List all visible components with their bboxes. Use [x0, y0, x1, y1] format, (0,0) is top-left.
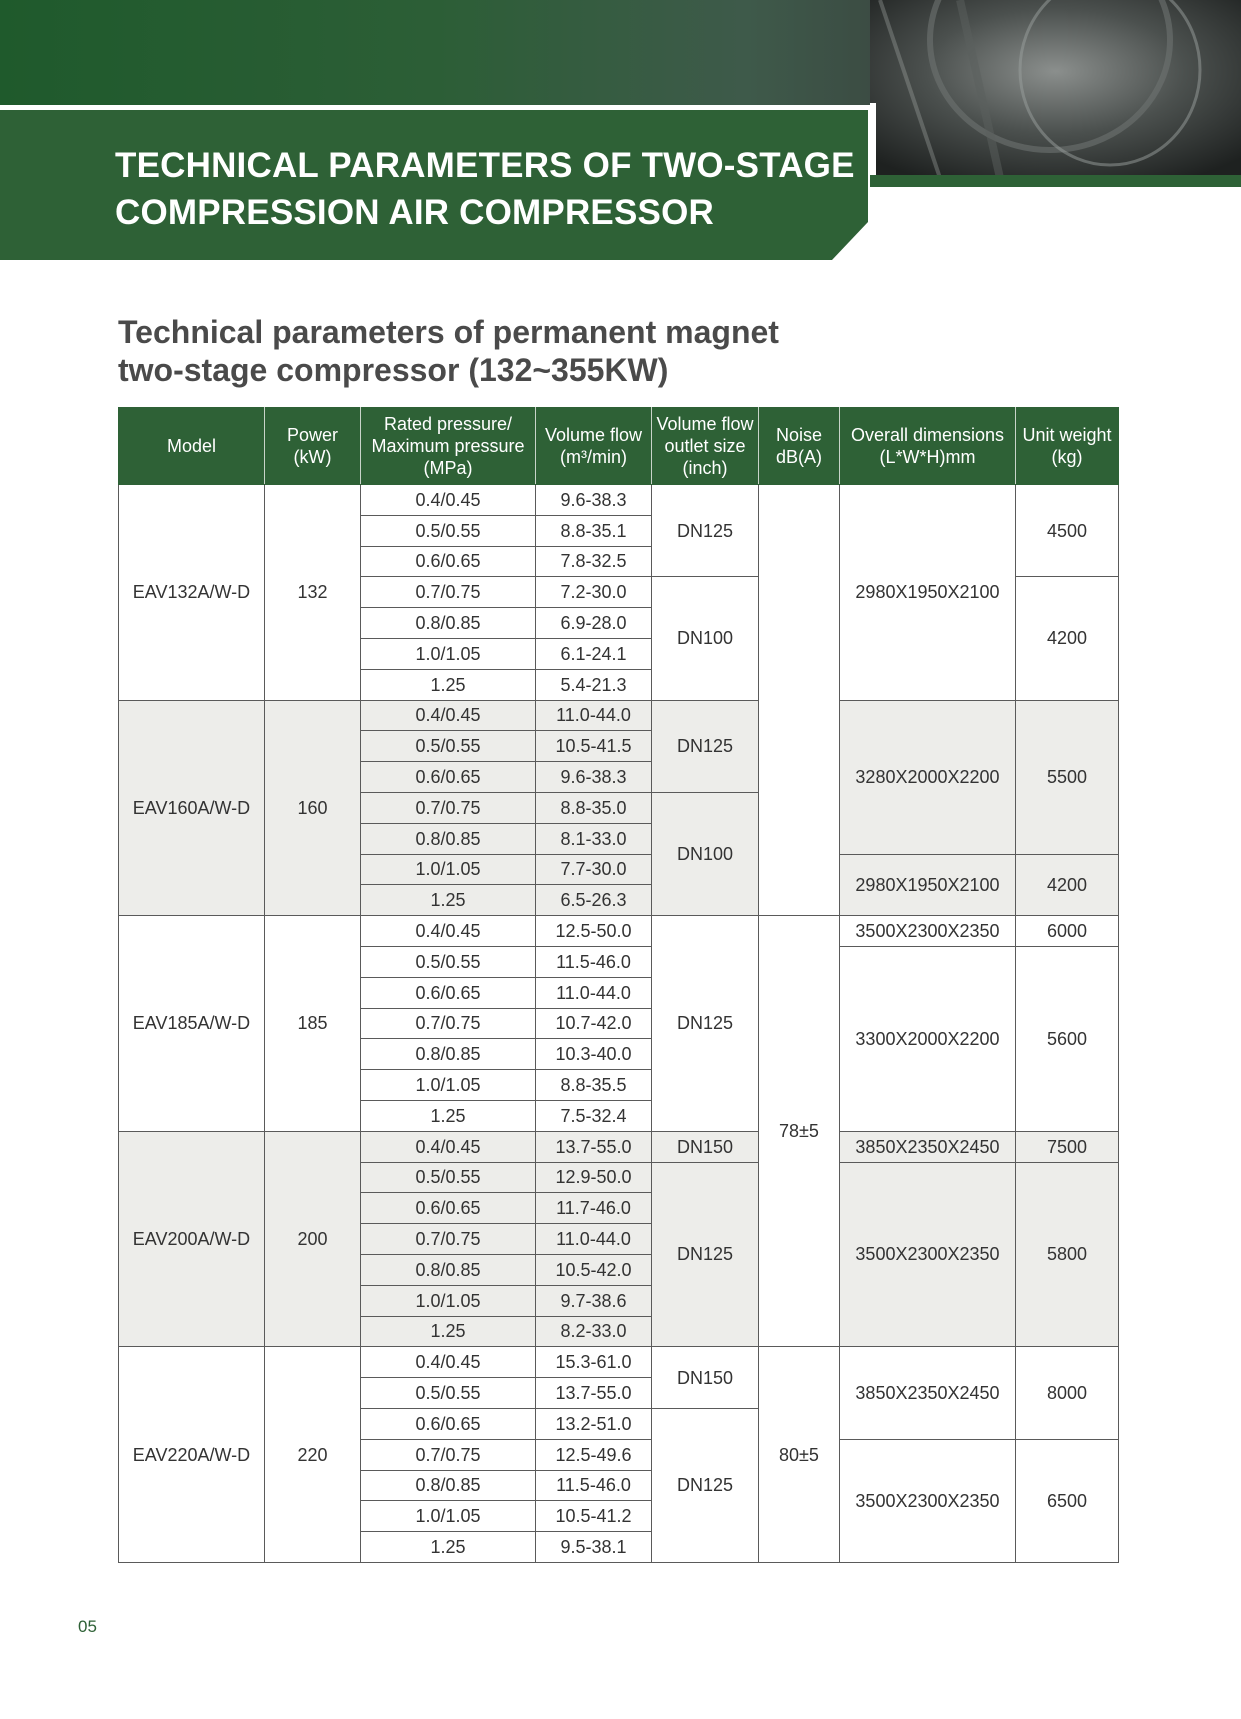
pressure-cell: 1.25: [361, 885, 536, 916]
parameters-table: [118, 407, 1119, 1563]
outlet-cell: DN100: [652, 577, 759, 700]
flow-cell: 6.5-26.3: [536, 885, 652, 916]
pressure-cell: 0.6/0.65: [361, 1408, 536, 1439]
flow-cell: 5.4-21.3: [536, 669, 652, 700]
power-cell: 185: [265, 916, 361, 1132]
flow-cell: 6.1-24.1: [536, 638, 652, 669]
header-pressure-unit: (MPa): [423, 458, 473, 478]
header-flow: [536, 408, 652, 485]
page-title-line-2: COMPRESSION AIR COMPRESSOR: [115, 193, 714, 232]
flow-cell: 8.1-33.0: [536, 823, 652, 854]
header-noise-label: Noise: [775, 425, 823, 445]
dimensions-cell: 2980X1950X2100: [840, 854, 1016, 916]
flow-cell: 9.5-38.1: [536, 1532, 652, 1563]
flow-cell: 9.7-38.6: [536, 1285, 652, 1316]
header-outlet-label-2: outlet size: [664, 436, 746, 456]
pressure-cell: 0.8/0.85: [361, 1470, 536, 1501]
pressure-cell: 0.5/0.55: [361, 731, 536, 762]
flow-cell: 9.6-38.3: [536, 762, 652, 793]
table-row: [119, 700, 1119, 731]
header-weight-label: Unit weight: [1022, 425, 1112, 445]
header-weight: [1016, 408, 1119, 485]
flow-cell: 11.5-46.0: [536, 946, 652, 977]
pressure-cell: 0.4/0.45: [361, 916, 536, 947]
flow-cell: 7.5-32.4: [536, 1100, 652, 1131]
flow-cell: 11.5-46.0: [536, 1470, 652, 1501]
header-power-unit: (kW): [293, 447, 332, 467]
outlet-cell: DN150: [652, 1131, 759, 1162]
flow-cell: 7.2-30.0: [536, 577, 652, 608]
header-flow-label: Volume flow: [544, 425, 643, 445]
pressure-cell: 1.0/1.05: [361, 1070, 536, 1101]
flow-cell: 11.0-44.0: [536, 977, 652, 1008]
pressure-cell: 0.4/0.45: [361, 1131, 536, 1162]
pressure-cell: 0.8/0.85: [361, 1254, 536, 1285]
weight-cell: 5800: [1016, 1162, 1119, 1347]
header-power-label: Power: [286, 425, 339, 445]
header-noise: [759, 408, 840, 485]
header-dimensions-label: Overall dimensions: [850, 425, 1005, 445]
pressure-cell: 0.5/0.55: [361, 1378, 536, 1409]
section-title: [118, 313, 878, 389]
outlet-cell: DN100: [652, 792, 759, 915]
pressure-cell: 0.8/0.85: [361, 608, 536, 639]
pressure-cell: 0.7/0.75: [361, 577, 536, 608]
pressure-cell: 0.4/0.45: [361, 700, 536, 731]
pressure-cell: 0.6/0.65: [361, 546, 536, 577]
header-outlet-label-1: Volume flow: [656, 414, 754, 434]
noise-cell: 80±5: [759, 1347, 840, 1563]
weight-cell: 4500: [1016, 485, 1119, 577]
section-title-line-1: Technical parameters of permanent magnet: [118, 314, 779, 350]
page-title-line-1: TECHNICAL PARAMETERS OF TWO-STAGE: [115, 146, 855, 185]
pressure-cell: 0.7/0.75: [361, 792, 536, 823]
flow-cell: 10.5-41.5: [536, 731, 652, 762]
flow-cell: 12.5-49.6: [536, 1439, 652, 1470]
flow-cell: 12.5-50.0: [536, 916, 652, 947]
flow-cell: 11.0-44.0: [536, 700, 652, 731]
flow-cell: 6.9-28.0: [536, 608, 652, 639]
pressure-cell: 0.6/0.65: [361, 762, 536, 793]
flow-cell: 8.2-33.0: [536, 1316, 652, 1347]
flow-cell: 15.3-61.0: [536, 1347, 652, 1378]
table-row: [119, 485, 1119, 516]
dimensions-cell: 3300X2000X2200: [840, 946, 1016, 1131]
pressure-cell: 1.0/1.05: [361, 854, 536, 885]
pressure-cell: 0.7/0.75: [361, 1008, 536, 1039]
pressure-cell: 0.5/0.55: [361, 946, 536, 977]
pressure-cell: 0.6/0.65: [361, 977, 536, 1008]
pressure-cell: 0.5/0.55: [361, 1162, 536, 1193]
pressure-cell: 0.5/0.55: [361, 515, 536, 546]
weight-cell: 6500: [1016, 1439, 1119, 1562]
weight-cell: 8000: [1016, 1347, 1119, 1439]
dimensions-cell: 3850X2350X2450: [840, 1131, 1016, 1162]
pressure-cell: 0.7/0.75: [361, 1439, 536, 1470]
header-outlet: [652, 408, 759, 485]
model-cell: EAV160A/W-D: [119, 700, 265, 916]
header-power: [265, 408, 361, 485]
dimensions-cell: 2980X1950X2100: [840, 485, 1016, 701]
dimensions-cell: 3500X2300X2350: [840, 916, 1016, 947]
flow-cell: 11.7-46.0: [536, 1193, 652, 1224]
pressure-cell: 0.7/0.75: [361, 1224, 536, 1255]
header-flow-unit: (m³/min): [560, 447, 627, 467]
pressure-cell: 0.4/0.45: [361, 1347, 536, 1378]
flow-cell: 10.7-42.0: [536, 1008, 652, 1039]
model-cell: EAV220A/W-D: [119, 1347, 265, 1563]
flow-cell: 12.9-50.0: [536, 1162, 652, 1193]
flow-cell: 13.7-55.0: [536, 1131, 652, 1162]
pressure-cell: 1.25: [361, 1316, 536, 1347]
outlet-cell: DN125: [652, 916, 759, 1132]
flow-cell: 8.8-35.1: [536, 515, 652, 546]
pressure-cell: 0.4/0.45: [361, 485, 536, 516]
weight-cell: 4200: [1016, 577, 1119, 700]
model-cell: EAV132A/W-D: [119, 485, 265, 701]
pressure-cell: 0.8/0.85: [361, 1039, 536, 1070]
model-cell: EAV200A/W-D: [119, 1131, 265, 1347]
header-pressure-label-1: Rated pressure/: [383, 414, 513, 434]
page-number: 05: [78, 1617, 97, 1636]
page-title: [115, 142, 875, 236]
weight-cell: 4200: [1016, 854, 1119, 916]
header-dimensions: [840, 408, 1016, 485]
pressure-cell: 1.25: [361, 1100, 536, 1131]
model-cell: EAV185A/W-D: [119, 916, 265, 1132]
dimensions-cell: 3280X2000X2200: [840, 700, 1016, 854]
pressure-cell: 1.0/1.05: [361, 638, 536, 669]
header-model-label: Model: [166, 436, 217, 456]
flow-cell: 11.0-44.0: [536, 1224, 652, 1255]
flow-cell: 13.2-51.0: [536, 1408, 652, 1439]
flow-cell: 10.5-42.0: [536, 1254, 652, 1285]
dimensions-cell: 3500X2300X2350: [840, 1439, 1016, 1562]
header-noise-unit: dB(A): [775, 447, 822, 467]
power-cell: 132: [265, 485, 361, 701]
outlet-cell: DN125: [652, 1162, 759, 1347]
pressure-cell: 1.25: [361, 1532, 536, 1563]
table-row: [119, 916, 1119, 947]
table-header-row: [119, 408, 1119, 485]
flow-cell: 10.5-41.2: [536, 1501, 652, 1532]
weight-cell: 7500: [1016, 1131, 1119, 1162]
flow-cell: 8.8-35.0: [536, 792, 652, 823]
noise-cell: 78±5: [759, 916, 840, 1347]
header-outlet-unit: (inch): [682, 458, 728, 478]
header-model: [119, 408, 265, 485]
pressure-cell: 0.6/0.65: [361, 1193, 536, 1224]
flow-cell: 10.3-40.0: [536, 1039, 652, 1070]
pressure-cell: 1.0/1.05: [361, 1501, 536, 1532]
pressure-cell: 1.0/1.05: [361, 1285, 536, 1316]
header-banner: [0, 0, 1241, 270]
outlet-cell: DN125: [652, 485, 759, 577]
weight-cell: 6000: [1016, 916, 1119, 947]
flow-cell: 7.7-30.0: [536, 854, 652, 885]
dimensions-cell: 3850X2350X2450: [840, 1347, 1016, 1439]
power-cell: 200: [265, 1131, 361, 1347]
section-title-line-2: two-stage compressor (132~355KW): [118, 352, 669, 388]
outlet-cell: DN125: [652, 1408, 759, 1562]
header-pressure-label-2: Maximum pressure: [371, 436, 525, 456]
flow-cell: 7.8-32.5: [536, 546, 652, 577]
noise-cell-empty: [759, 485, 840, 916]
pressure-cell: 1.25: [361, 669, 536, 700]
flow-cell: 13.7-55.0: [536, 1378, 652, 1409]
pressure-cell: 0.8/0.85: [361, 823, 536, 854]
flow-cell: 8.8-35.5: [536, 1070, 652, 1101]
header-pressure: [361, 408, 536, 485]
outlet-cell: DN150: [652, 1347, 759, 1409]
header-dimensions-unit: (L*W*H)mm: [879, 447, 976, 467]
outlet-cell: DN125: [652, 700, 759, 792]
power-cell: 220: [265, 1347, 361, 1563]
weight-cell: 5500: [1016, 700, 1119, 854]
table-row: [119, 1347, 1119, 1378]
weight-cell: 5600: [1016, 946, 1119, 1131]
table-row: [119, 1131, 1119, 1162]
power-cell: 160: [265, 700, 361, 916]
flow-cell: 9.6-38.3: [536, 485, 652, 516]
dimensions-cell: 3500X2300X2350: [840, 1162, 1016, 1347]
header-weight-unit: (kg): [1051, 447, 1083, 467]
